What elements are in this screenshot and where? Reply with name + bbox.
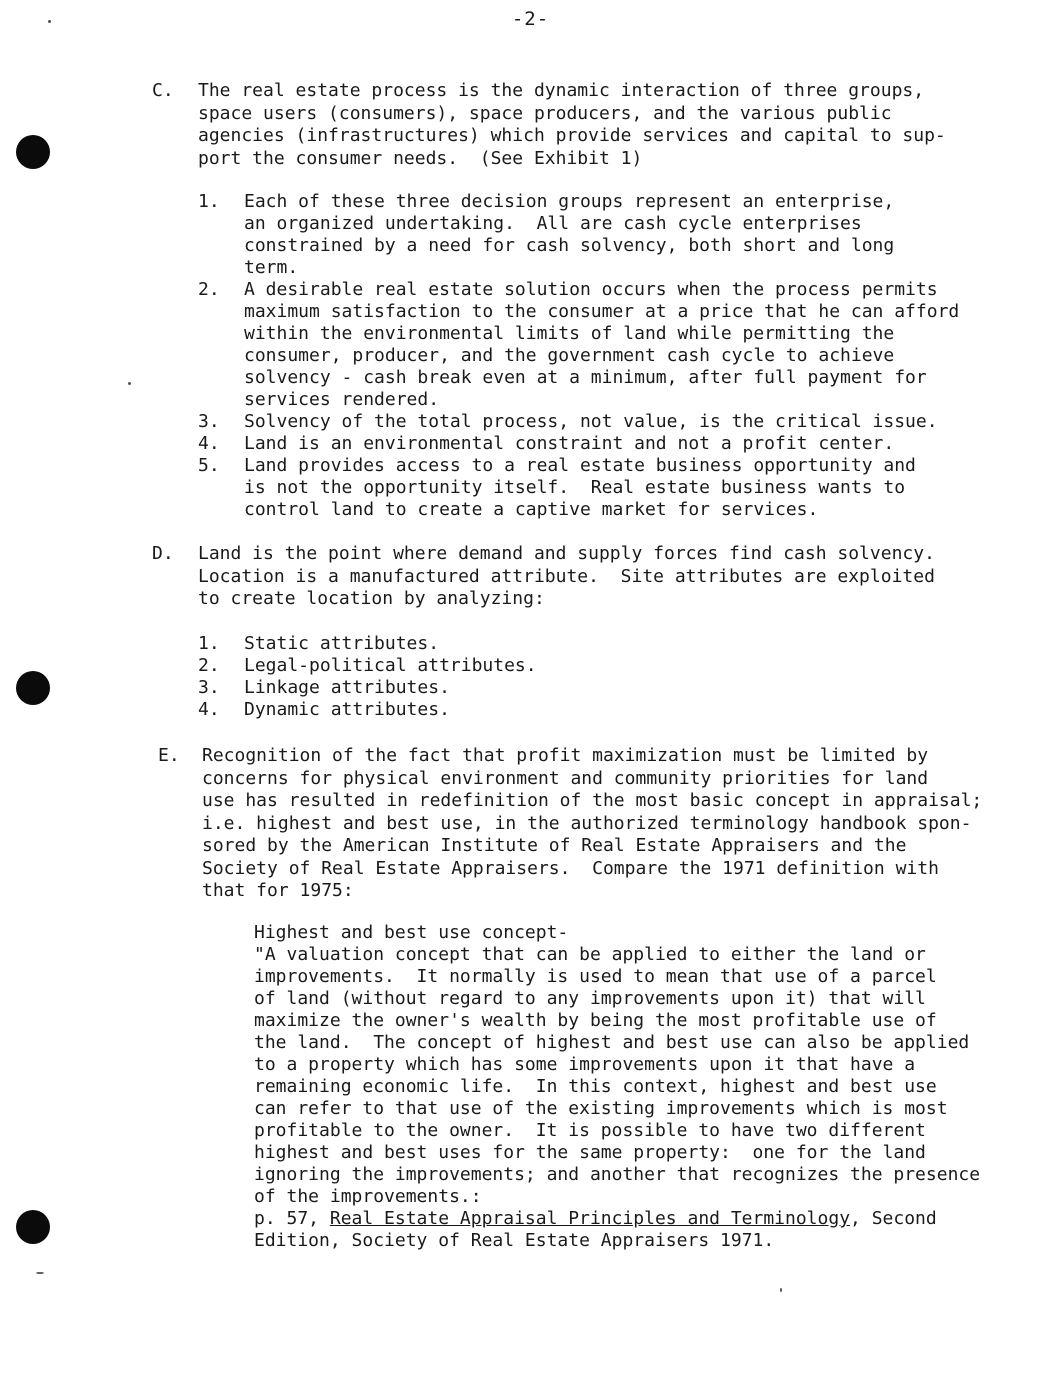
punch-hole-top — [16, 135, 50, 169]
citation-line-2: Edition, Society of Real Estate Appraisers 1971. — [254, 1230, 775, 1251]
list-item — [198, 191, 1018, 279]
section-c-letter: C. — [152, 80, 174, 101]
list-item — [198, 455, 1018, 521]
punch-hole-middle — [16, 671, 50, 705]
section-e — [152, 745, 1022, 903]
section-c-paragraph: The real estate process is the dynamic interaction of three groups, space users (consumers), space producers, and the various public agencies (infrastructures) which provide services and capital to sup- port the consumer needs. (See Exhibit 1) — [198, 80, 946, 169]
page-number: -2- — [511, 8, 550, 30]
list-item — [198, 433, 1018, 455]
citation — [254, 1208, 1034, 1252]
section-e-paragraph: Recognition of the fact that profit maximization must be limited by concerns for physical environment and community priorities for land use has resulted in redefinition of the most basic concept in appraisal; i.e. highest and best use, in the authorized terminology handbook spon- sored by the American Institute of Real Estate Appraisers and the Society of Real Estate Appraisers. Compare the 1971 definition with that for 1975: — [202, 745, 983, 901]
list-item-text: A desirable real estate solution occurs when the process permits maximum satisfaction to the consumer at a price that he can afford within the environmental limits of land while permitting the consumer, producer, and the government cash cycle to achieve solvency - cash break even at a minimum, after full payment for services rendered. — [244, 279, 960, 410]
quote-heading: Highest and best use concept- — [254, 922, 569, 943]
list-item-number: 4. — [198, 433, 220, 454]
section-c — [152, 80, 1022, 170]
list-item-text: Static attributes. — [244, 633, 440, 654]
quote-body: "A valuation concept that can be applied to either the land or improvements. It normally is used to mean that use of a parcel of land (without regard to any improvements upon it) that will maximize the owner's wealth by being the most profitable use of the land. The concept of highest and best use can also be applied to a property which has some improvements upon it that have a remaining economic life. In this context, highest and best use can refer to that use of the existing improvements which is most profitable to the owner. It is possible to have two different highest and best uses for the same property: one for the land ignoring the improvements; and another that recognizes the presence of the improvements.: — [254, 944, 981, 1207]
scan-speck — [780, 1288, 782, 1292]
list-item-text: Solvency of the total process, not value, is the critical issue. — [244, 411, 938, 432]
section-c-list — [198, 191, 1018, 521]
list-item-text: Land provides access to a real estate business opportunity and is not the opportunity itself. Real estate business wants to control land to create a captive market for services. — [244, 455, 916, 520]
list-item-number: 5. — [198, 455, 220, 476]
section-d-letter: D. — [152, 543, 174, 564]
list-item-number: 1. — [198, 633, 220, 654]
list-item-text: Dynamic attributes. — [244, 699, 450, 720]
section-e-letter: E. — [158, 745, 180, 766]
list-item-text: Linkage attributes. — [244, 677, 450, 698]
list-item-number: 2. — [198, 655, 220, 676]
section-d-paragraph: Land is the point where demand and supply forces find cash solvency. Location is a manufactured attribute. Site attributes are exploited to create location by analyzing: — [198, 543, 935, 609]
list-item-number: 4. — [198, 699, 220, 720]
citation-suffix: , Second — [850, 1208, 937, 1229]
list-item — [198, 699, 1018, 721]
list-item-number: 2. — [198, 279, 220, 300]
section-d-list — [198, 633, 1018, 721]
list-item-text: Legal-political attributes. — [244, 655, 537, 676]
list-item — [198, 655, 1018, 677]
list-item-number: 3. — [198, 411, 220, 432]
list-item-text: Land is an environmental constraint and not a profit center. — [244, 433, 895, 454]
list-item — [198, 633, 1018, 655]
list-item — [198, 411, 1018, 433]
citation-prefix: p. 57, — [254, 1208, 330, 1229]
list-item-number: 3. — [198, 677, 220, 698]
scan-speck — [128, 382, 131, 385]
list-item-number: 1. — [198, 191, 220, 212]
section-d — [152, 543, 1022, 611]
list-item-text: Each of these three decision groups represent an enterprise, an organized undertaking. All are cash cycle enterprises constrained by a need for cash solvency, both short and long term. — [244, 191, 895, 278]
citation-title: Real Estate Appraisal Principles and Terminology — [329, 1208, 851, 1229]
list-item — [198, 279, 1018, 411]
punch-hole-bottom — [16, 1210, 50, 1244]
list-item — [198, 677, 1018, 699]
scan-speck — [36, 1272, 44, 1274]
